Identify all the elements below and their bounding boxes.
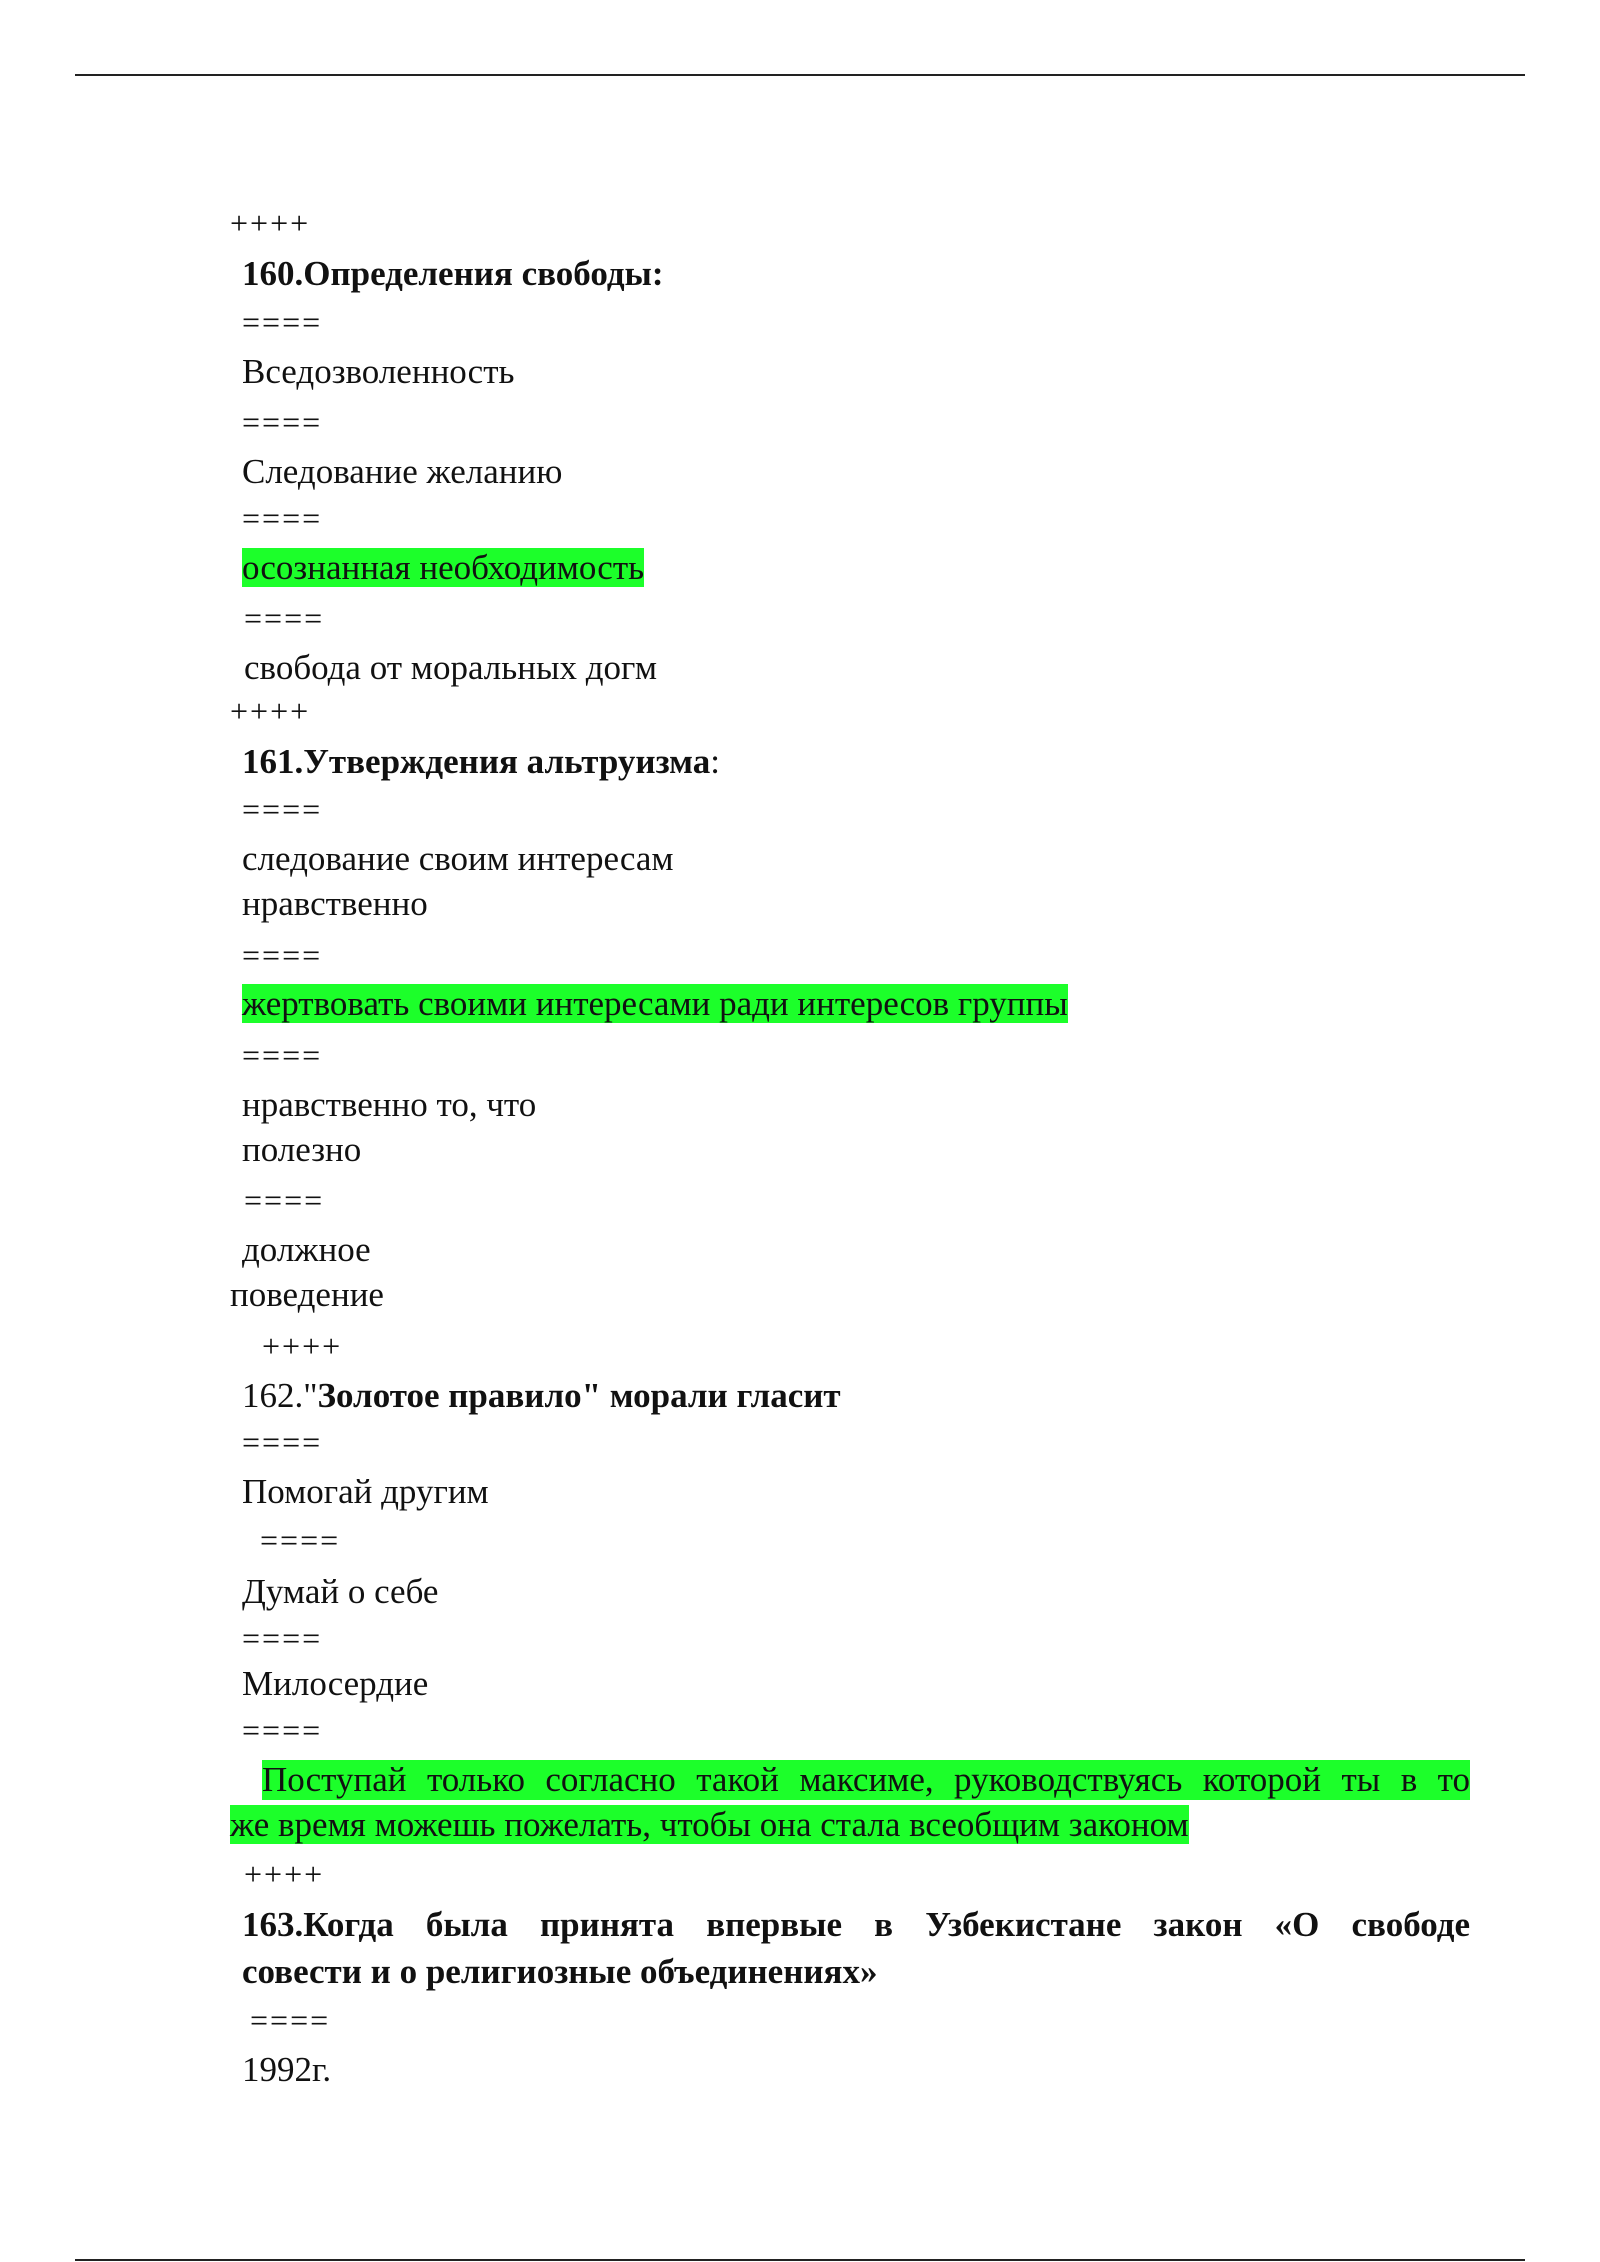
answer-option-line: нравственно [242,884,428,923]
question-separator-plus: ++++ [244,1856,325,1892]
answer-highlight: Поступай только согласно такой максиме, руководствуясь которой ты в то [262,1760,1470,1799]
option-separator: ==== [242,791,323,827]
answer-option-line: следование своим интересам [242,839,674,878]
correct-answer-option [242,548,644,588]
answer-highlight: же время можешь пожелать, чтобы она стала всеобщим законом [230,1805,1189,1844]
answer-highlight: осознанная необходимость [242,548,645,587]
option-separator: ==== [242,1037,323,1073]
question-number: 162." [242,1376,318,1415]
question-number: 161. [242,742,304,781]
answer-option-line: поведение [230,1275,384,1314]
answer-option: 1992г. [242,2050,332,2089]
question-separator-plus: ++++ [262,1328,343,1364]
question-163-title-line: совести и о религиозные объединениях» [242,1952,878,1991]
answer-option-line: полезно [242,1130,362,1169]
answer-option: Помогай другим [242,1472,489,1511]
answer-option-line: нравственно то, что [242,1085,537,1124]
answer-option: Вседозволенность [242,352,515,391]
header-rule [75,74,1525,76]
answer-option: Думай о себе [242,1572,439,1611]
question-number: 160. [242,254,304,293]
answer-highlight: жертвовать своими интересами ради интересов группы [242,984,1068,1023]
question-separator-plus: ++++ [230,205,311,241]
answer-option: свобода от моральных догм [244,648,658,687]
option-separator: ==== [244,600,325,636]
option-separator: ==== [242,1712,323,1748]
question-colon: : [710,742,720,781]
question-text: Определения свободы: [303,254,664,293]
question-text: Золотое правило" морали гласит [317,1376,841,1415]
question-separator-plus: ++++ [230,693,311,729]
question-text: Утверждения альтруизма [303,742,711,781]
option-separator: ==== [242,1424,323,1460]
option-separator: ==== [242,500,323,536]
answer-option: Следование желанию [242,452,563,491]
option-separator: ==== [260,1522,341,1558]
option-separator: ==== [244,1182,325,1218]
correct-answer-option-line [242,1760,1470,1800]
option-separator: ==== [242,304,323,340]
correct-answer-option [242,984,1068,1024]
question-161-title [242,742,720,782]
question-162-title [242,1376,841,1416]
option-separator: ==== [250,2002,331,2038]
option-separator: ==== [242,1620,323,1656]
option-separator: ==== [242,937,323,973]
option-separator: ==== [242,404,323,440]
question-160-title [242,254,664,294]
footer-rule [75,2259,1525,2261]
question-163-title-line: 163.Когда была принята впервые в Узбекистане закон «О свободе [242,1905,1470,1944]
answer-option-line: должное [242,1230,371,1269]
correct-answer-option-line [230,1805,1189,1845]
answer-option: Милосердие [242,1664,429,1703]
